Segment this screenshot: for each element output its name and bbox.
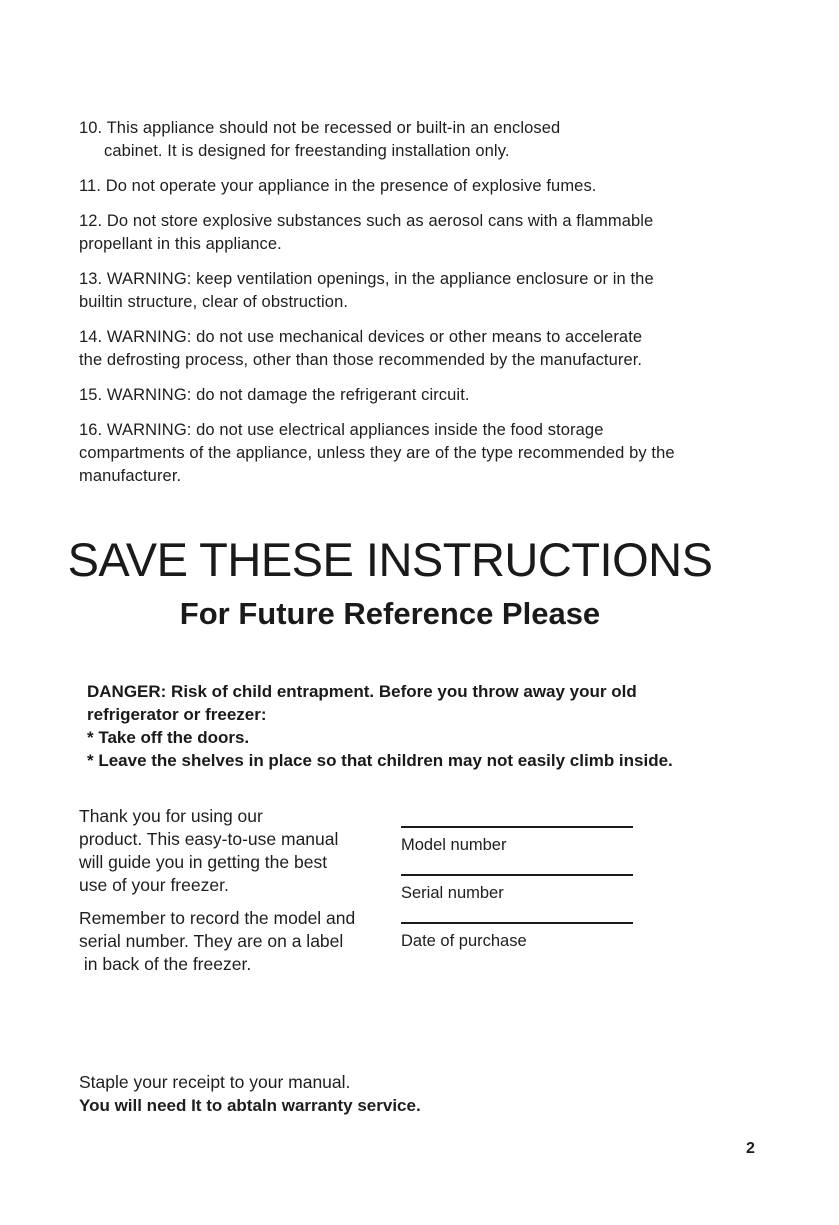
- instruction-item-15: [79, 384, 719, 407]
- instruction-line: compartments of the appliance, unless they are of the type recommended by the: [79, 444, 675, 462]
- thanks-line: Thank you for using our: [79, 806, 263, 826]
- serial-number-label: Serial number: [401, 884, 504, 902]
- danger-line: DANGER: Risk of child entrapment. Before you throw away your old: [87, 682, 637, 701]
- write-in-line: [401, 826, 633, 828]
- safety-instructions-list: [79, 117, 719, 500]
- model-number-field[interactable]: [401, 826, 635, 856]
- instruction-item-16: [79, 419, 719, 488]
- record-fields: [401, 826, 635, 970]
- instruction-item-11: [79, 175, 719, 198]
- warranty-notice: You will need It to abtaln warranty service.: [79, 1096, 421, 1115]
- instruction-line: 16. WARNING: do not use electrical appliances inside the food storage: [79, 421, 604, 439]
- instruction-line: 14. WARNING: do not use mechanical devices or other means to accelerate: [79, 328, 643, 346]
- thanks-line: will guide you in getting the best: [79, 852, 328, 872]
- date-of-purchase-label: Date of purchase: [401, 932, 527, 950]
- instruction-line: cabinet. It is designed for freestanding installation only.: [104, 142, 510, 160]
- page-number: 2: [746, 1140, 755, 1157]
- write-in-line: [401, 922, 633, 924]
- instruction-line: propellant in this appliance.: [79, 235, 282, 253]
- model-number-label: Model number: [401, 836, 507, 854]
- write-in-line: [401, 874, 633, 876]
- danger-line: * Leave the shelves in place so that children may not easily climb inside.: [87, 751, 673, 770]
- instruction-line: 10. This appliance should not be recessed or built-in an enclosed: [79, 119, 561, 137]
- instruction-line: 12. Do not store explosive substances such as aerosol cans with a flammable: [79, 212, 654, 230]
- instruction-line: manufacturer.: [79, 467, 182, 485]
- danger-line: refrigerator or freezer:: [87, 705, 267, 724]
- danger-line: * Take off the doors.: [87, 728, 250, 747]
- instruction-item-13: [79, 268, 719, 314]
- serial-number-field[interactable]: [401, 874, 635, 904]
- receipt-note: [79, 1071, 421, 1117]
- danger-warning: [87, 680, 673, 772]
- instruction-line: the defrosting process, other than those recommended by the manufacturer.: [79, 351, 643, 369]
- instruction-line: builtin structure, clear of obstruction.: [79, 293, 349, 311]
- instruction-item-14: [79, 326, 719, 372]
- instruction-line: 11. Do not operate your appliance in the presence of explosive fumes.: [79, 177, 597, 195]
- date-of-purchase-field[interactable]: [401, 922, 635, 952]
- record-reminder-line: in back of the freezer.: [79, 954, 252, 974]
- thanks-line: use of your freezer.: [79, 875, 229, 895]
- save-instructions-heading: SAVE THESE INSTRUCTIONS: [67, 533, 713, 586]
- instruction-line: 13. WARNING: keep ventilation openings, in the appliance enclosure or in the: [79, 270, 654, 288]
- thanks-line: product. This easy-to-use manual: [79, 829, 339, 849]
- future-reference-subheading: For Future Reference Please: [179, 596, 601, 631]
- paragraph-gap: [79, 897, 389, 907]
- instruction-item-10: [79, 117, 719, 163]
- receipt-instruction: Staple your receipt to your manual.: [79, 1072, 351, 1092]
- instruction-line: 15. WARNING: do not damage the refrigerant circuit.: [79, 386, 470, 404]
- record-reminder-line: Remember to record the model and: [79, 908, 356, 928]
- instruction-item-12: [79, 210, 719, 256]
- thank-you-note: [79, 805, 389, 976]
- record-reminder-line: serial number. They are on a label: [79, 931, 344, 951]
